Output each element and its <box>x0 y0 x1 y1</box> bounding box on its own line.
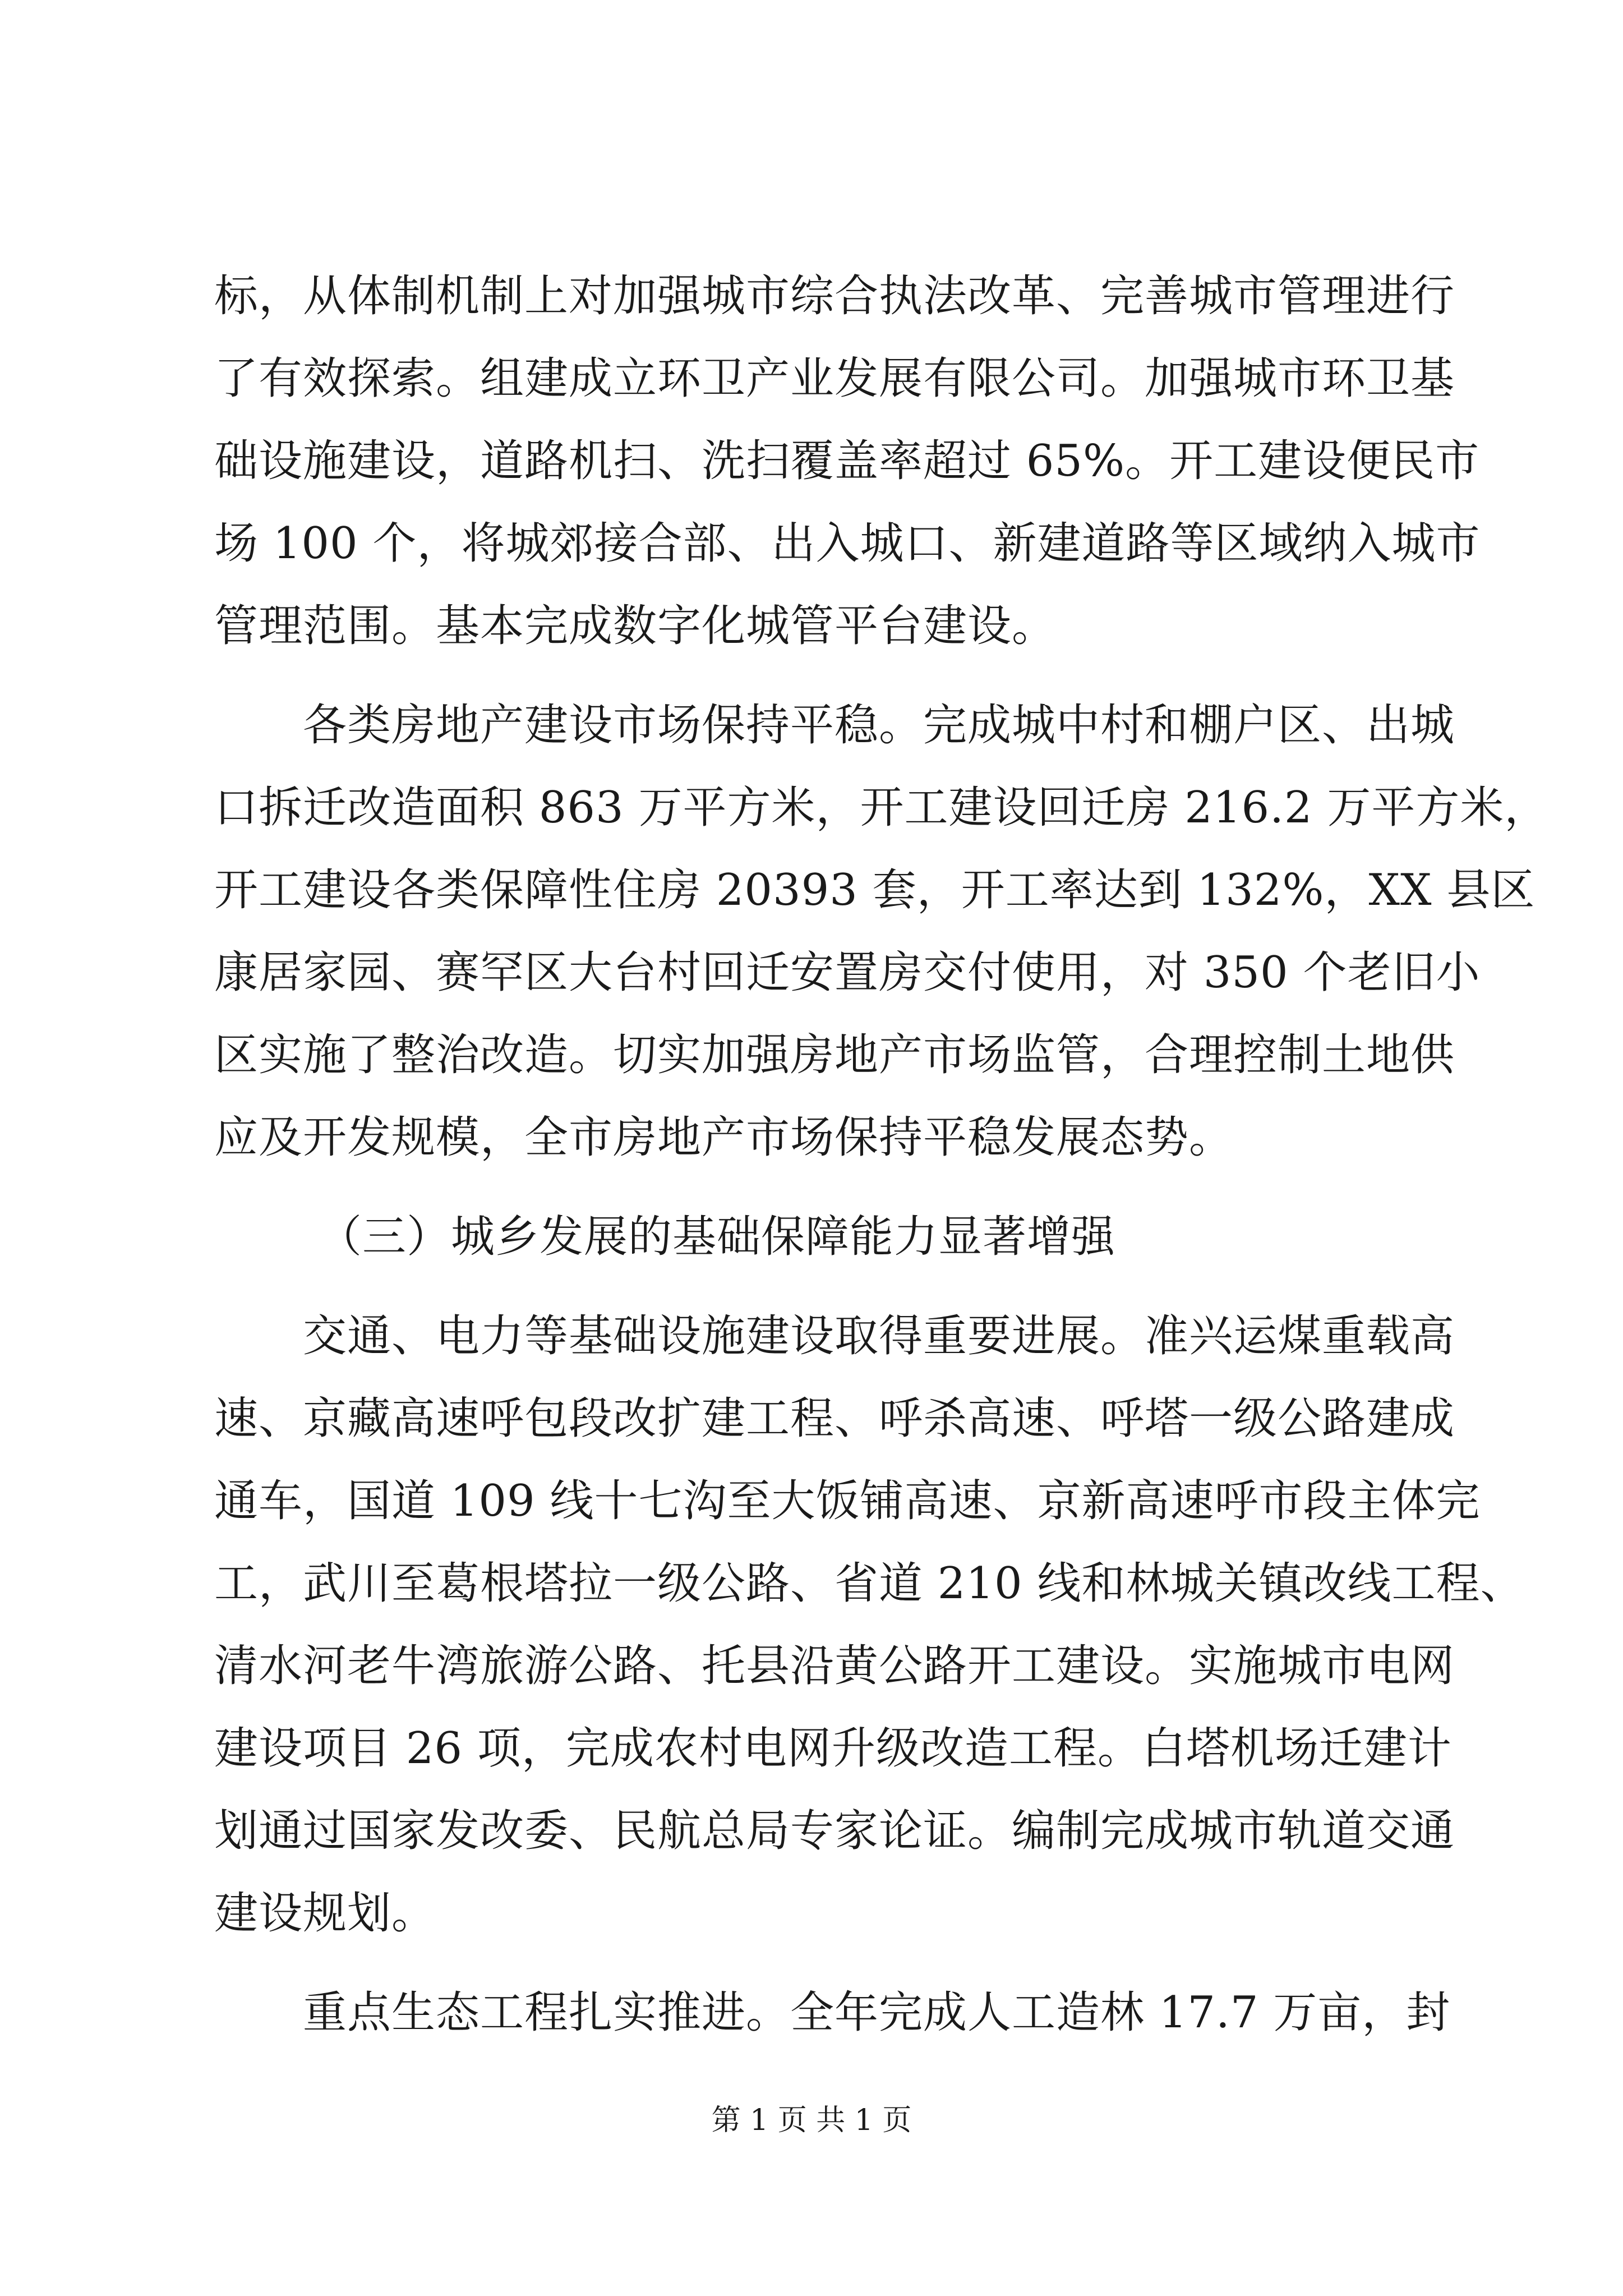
body-line: 了有效探索。组建成立环卫产业发展有限公司。加强城市环卫基 <box>214 353 1455 404</box>
document-body <box>214 255 1549 2054</box>
body-line: 建设项目 26 项，完成农村电网升级改造工程。白塔机场迁建计 <box>214 1723 1452 1774</box>
body-line: 标，从体制机制上对加强城市综合执法改革、完善城市管理进行 <box>214 271 1455 321</box>
body-line: 础设施建设，道路机扫、洗扫覆盖率超过 65%。开工建设便民市 <box>214 436 1480 486</box>
body-line: 划通过国家发改委、民航总局专家论证。编制完成城市轨道交通 <box>214 1806 1455 1856</box>
body-line: 工，武川至葛根塔拉一级公路、省道 210 线和林城关镇改线工程、 <box>214 1558 1525 1609</box>
body-line: 开工建设各类保障性住房 20393 套，开工率达到 132%，XX 县区 <box>214 865 1536 915</box>
body-line: 通车，国道 109 线十七沟至大饭铺高速、京新高速呼市段主体完 <box>214 1476 1481 1526</box>
paragraph-first-line: 各类房地产建设市场保持平稳。完成城中村和棚户区、出城 <box>303 700 1455 751</box>
body-line: 口拆迁改造面积 863 万平方米，开工建设回迁房 216.2 万平方米， <box>214 783 1549 833</box>
body-line: 清水河老牛湾旅游公路、托县沿黄公路开工建设。实施城市电网 <box>214 1641 1455 1691</box>
body-line: 康居家园、赛罕区大台村回迁安置房交付使用，对 350 个老旧小 <box>214 947 1481 998</box>
page-footer: 第 1 页 共 1 页 <box>711 2104 912 2137</box>
body-line: 场 100 个，将城郊接合部、出入城口、新建道路等区域纳入城市 <box>214 518 1481 569</box>
body-line: 管理范围。基本完成数字化城管平台建设。 <box>214 601 1057 651</box>
body-line: 建设规划。 <box>214 1888 436 1939</box>
section-heading: （三）城乡发展的基础保障能力显著增强 <box>318 1212 1116 1262</box>
body-line: 区实施了整治改造。切实加强房地产市场监管，合理控制土地供 <box>214 1030 1455 1080</box>
paragraph-first-line: 重点生态工程扎实推进。全年完成人工造林 17.7 万亩，封 <box>303 1987 1451 2038</box>
paragraph-first-line: 交通、电力等基础设施建设取得重要进展。准兴运煤重载高 <box>303 1311 1455 1361</box>
body-line: 应及开发规模，全市房地产市场保持平稳发展态势。 <box>214 1112 1234 1163</box>
body-line: 速、京藏高速呼包段改扩建工程、呼杀高速、呼塔一级公路建成 <box>214 1393 1455 1444</box>
